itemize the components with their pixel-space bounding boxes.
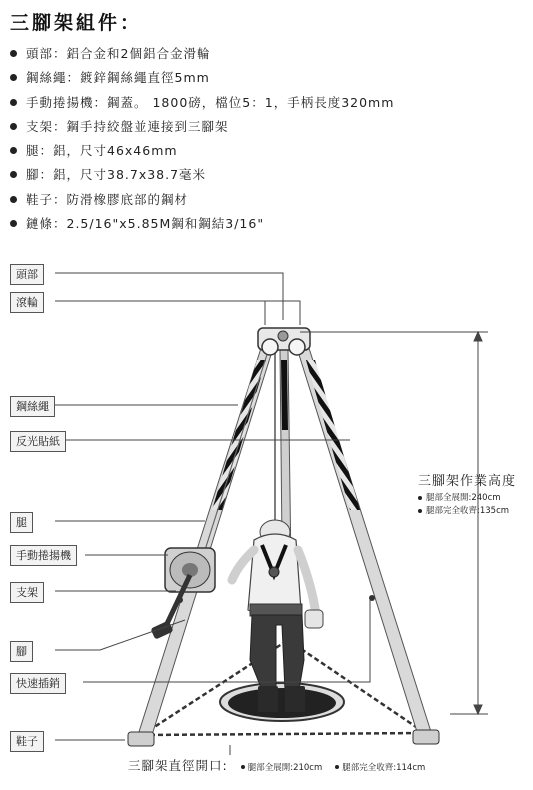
label-reflective-sticker: 反光貼紙 [10, 431, 66, 452]
label-head: 頭部 [10, 264, 44, 285]
bullet-icon [241, 765, 245, 769]
spec-item: 鋼絲繩：鍍鋅鋼絲繩直徑5mm [10, 66, 394, 90]
spec-item: 手動捲揚機：鋼蓋。 1800磅，檔位5：1，手柄長度320mm [10, 91, 394, 115]
label-manual-winch: 手動捲揚機 [10, 545, 77, 566]
height-info [418, 470, 516, 518]
opening-extended: 腿部全展開:210cm [247, 763, 323, 773]
label-pulley: 滾輪 [10, 292, 44, 313]
opening-info [128, 756, 425, 774]
spec-item: 腿：鋁，尺寸46x46mm [10, 139, 394, 163]
label-bracket: 支架 [10, 582, 44, 603]
manhole-inner [228, 688, 336, 718]
pulley-right [289, 339, 305, 355]
label-wire-rope: 鋼絲繩 [10, 396, 55, 417]
shoe-left [128, 732, 154, 746]
opening-retracted: 腿部完全收齊:114cm [342, 763, 426, 773]
quick-pin-left [177, 597, 183, 603]
height-extended: 腿部全展開:240cm [418, 492, 516, 505]
label-shoe: 鞋子 [10, 731, 44, 752]
pulley-left [262, 339, 278, 355]
height-title: 三腳架作業高度 [418, 474, 517, 489]
spec-item: 腳：鋁，尺寸38.7x38.7毫米 [10, 163, 394, 187]
spec-item: 支架：鋼手持絞盤並連接到三腳架 [10, 115, 394, 139]
bullet-icon [418, 496, 422, 500]
bullet-icon [335, 765, 339, 769]
page-title: 三腳架組件： [10, 12, 143, 34]
label-leg: 腿 [10, 512, 33, 533]
leg-right [296, 345, 432, 735]
spec-item: 鏈條：2.5/16"x5.85M鋼和鋼結3/16" [10, 212, 394, 236]
wire-rope-2 [205, 345, 270, 550]
spec-item: 鞋子：防滑橡膠底部的鋼材 [10, 188, 394, 212]
shoe-right [413, 730, 439, 744]
spec-item: 頭部：鋁合金和2個鋁合金滑輪 [10, 42, 394, 66]
opening-title: 三腳架直徑開口: [128, 758, 228, 773]
label-foot: 腳 [10, 641, 33, 662]
height-retracted: 腿部完全收齊:135cm [418, 505, 516, 518]
bullet-icon [418, 509, 422, 513]
label-quick-pin: 快速插銷 [10, 673, 66, 694]
